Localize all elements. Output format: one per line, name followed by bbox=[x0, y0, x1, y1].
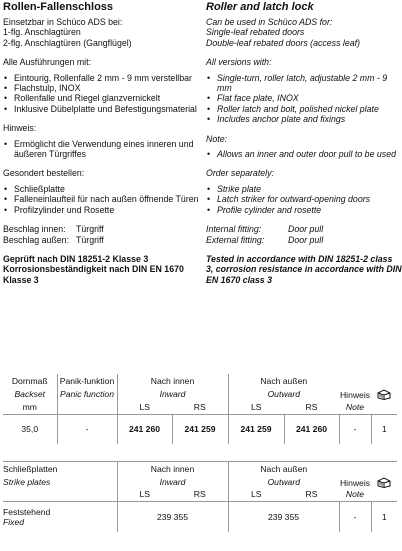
package-quantity-icon bbox=[371, 462, 397, 488]
strike-plates-label-en: Strike plates bbox=[3, 476, 51, 487]
backset-header-en: Backset bbox=[14, 389, 46, 399]
list-item: • Falleneinlaufteil für nach außen öffnende Türen bbox=[3, 194, 199, 204]
note-value: - bbox=[339, 502, 371, 532]
fitting-label: External fitting: bbox=[206, 234, 265, 245]
english-column bbox=[206, 0, 402, 285]
backset-value: 35,0 bbox=[3, 414, 57, 444]
all-versions-label: All versions with: bbox=[206, 57, 272, 68]
panic-header-en: Panic function bbox=[57, 388, 117, 400]
ls-header: LS bbox=[117, 488, 172, 502]
ls-header: LS bbox=[117, 400, 172, 414]
intro-line: Einsetzbar in Schüco ADS bei: bbox=[3, 17, 123, 27]
article-number: 239 355 bbox=[228, 502, 339, 532]
fitting-value: Türgriff bbox=[76, 224, 104, 235]
list-item: • Inklusive Dübelplatte und Befestigungsmaterial bbox=[3, 104, 199, 114]
note-header: Hinweis bbox=[339, 462, 371, 488]
quantity-value: 1 bbox=[371, 502, 397, 532]
list-item: • Rollenfalle und Riegel glanzvernickelt bbox=[3, 93, 199, 103]
ls-header: LS bbox=[228, 488, 284, 502]
outward-header-en: Outward bbox=[228, 388, 339, 400]
article-number: 241 259 bbox=[172, 414, 228, 444]
fitting-outer bbox=[3, 235, 199, 245]
fitting-inner bbox=[206, 224, 402, 234]
package-quantity-icon bbox=[371, 374, 397, 400]
outward-header: Nach außen bbox=[228, 374, 339, 388]
panic-header: Panik-funktion bbox=[57, 374, 117, 388]
list-item: • Single-turn, roller latch, adjustable 2 mm - 9 mm bbox=[206, 73, 402, 94]
quantity-value: 1 bbox=[371, 414, 397, 444]
rs-header: RS bbox=[305, 401, 318, 412]
list-item: • Profile cylinder and rosette bbox=[206, 205, 402, 215]
note-label: Hinweis: bbox=[3, 123, 37, 134]
order-list bbox=[206, 184, 402, 215]
article-number: 241 260 bbox=[284, 414, 339, 444]
note-value: - bbox=[339, 414, 371, 444]
intro-line: Double-leaf rebated doors (access leaf) bbox=[206, 37, 361, 48]
title-de: Rollen-Fallenschloss bbox=[3, 1, 114, 13]
list-item: • Profilzylinder und Rosette bbox=[3, 205, 199, 215]
list-item: • Includes anchor plate and fixings bbox=[206, 114, 402, 124]
german-column bbox=[3, 0, 199, 285]
strike-plate-type bbox=[3, 502, 117, 532]
list-item: • Strike plate bbox=[206, 184, 402, 194]
rs-header: RS bbox=[193, 489, 206, 500]
note-header-en: Note bbox=[345, 489, 365, 500]
table-row bbox=[3, 502, 397, 532]
strike-plate-table bbox=[3, 461, 397, 532]
strike-plates-label: Schließplatten bbox=[3, 462, 117, 476]
list-item: • Ermöglicht die Verwendung eines inneren und äußeren Türgriffes bbox=[3, 139, 199, 160]
outward-header-en: Outward bbox=[228, 476, 339, 488]
fitting-outer bbox=[206, 235, 402, 245]
list-item: • Roller latch and bolt, polished nickel plate bbox=[206, 104, 402, 114]
fitting-inner bbox=[3, 224, 199, 234]
inward-header-en: Inward bbox=[117, 388, 228, 400]
intro-line: Can be used in Schüco ADS for: bbox=[206, 17, 333, 27]
feature-list bbox=[206, 73, 402, 125]
ls-header: LS bbox=[228, 400, 284, 414]
title-en: Roller and latch lock bbox=[206, 1, 314, 13]
inward-header-en: Inward bbox=[117, 476, 228, 488]
fitting-value: Türgriff bbox=[76, 234, 104, 245]
order-label: Order separately: bbox=[206, 168, 274, 179]
list-item: • Flat face plate, INOX bbox=[206, 93, 402, 103]
outward-header: Nach außen bbox=[228, 462, 339, 476]
backset-header: Dornmaß bbox=[11, 376, 48, 386]
note-header: Hinweis bbox=[339, 390, 371, 400]
tested-statement-en: Tested in accordance with DIN 18251-2 class 3, corrosion resistance in accordance with DIN EN 1670 class 3 bbox=[206, 253, 402, 285]
list-item: • Allows an inner and outer door pull to be used bbox=[206, 149, 402, 159]
fitting-label: Internal fitting: bbox=[206, 224, 262, 235]
intro-line: Single-leaf rebated doors bbox=[206, 27, 305, 38]
intro-line: 1-flg. Anschlagtüren bbox=[3, 27, 81, 38]
list-item: • Flachstulp, INOX bbox=[3, 83, 199, 93]
list-item: • Eintourig, Rollenfalle 2 mm - 9 mm verstellbar bbox=[3, 73, 199, 83]
type-en: Fixed bbox=[3, 516, 25, 527]
list-item: • Schließplatte bbox=[3, 184, 199, 194]
feature-list bbox=[3, 73, 199, 115]
article-number: 241 260 bbox=[117, 414, 172, 444]
table-row bbox=[3, 414, 397, 444]
order-label: Gesondert bestellen: bbox=[3, 168, 85, 179]
order-list bbox=[3, 184, 199, 215]
fitting-label: Beschlag außen: bbox=[3, 234, 70, 245]
fitting-label: Beschlag innen: bbox=[3, 224, 66, 235]
note-list bbox=[3, 139, 199, 160]
all-versions-label: Alle Ausführungen mit: bbox=[3, 57, 92, 68]
unit-label: mm bbox=[22, 401, 37, 412]
note-label: Note: bbox=[206, 133, 228, 144]
note-list bbox=[206, 149, 402, 159]
article-number: 241 259 bbox=[228, 414, 284, 444]
note-header-en: Note bbox=[345, 401, 365, 412]
rs-header: RS bbox=[305, 489, 318, 500]
list-item: • Latch striker for outward-opening doors bbox=[206, 194, 402, 204]
fitting-value: Door pull bbox=[288, 234, 324, 245]
panic-value: - bbox=[57, 414, 117, 444]
rs-header: RS bbox=[193, 401, 206, 412]
article-number: 239 355 bbox=[117, 502, 228, 532]
inward-header: Nach innen bbox=[117, 462, 228, 476]
intro-line: 2-flg. Anschlagtüren (Gangflügel) bbox=[3, 37, 132, 48]
lock-article-table bbox=[3, 374, 397, 444]
tested-statement-de: Geprüft nach DIN 18251-2 Klasse 3 Korrosionsbeständigkeit nach DIN EN 1670 Klasse 3 bbox=[3, 253, 184, 285]
inward-header: Nach innen bbox=[117, 374, 228, 388]
type-de: Feststehend bbox=[3, 506, 51, 517]
fitting-value: Door pull bbox=[288, 224, 324, 235]
